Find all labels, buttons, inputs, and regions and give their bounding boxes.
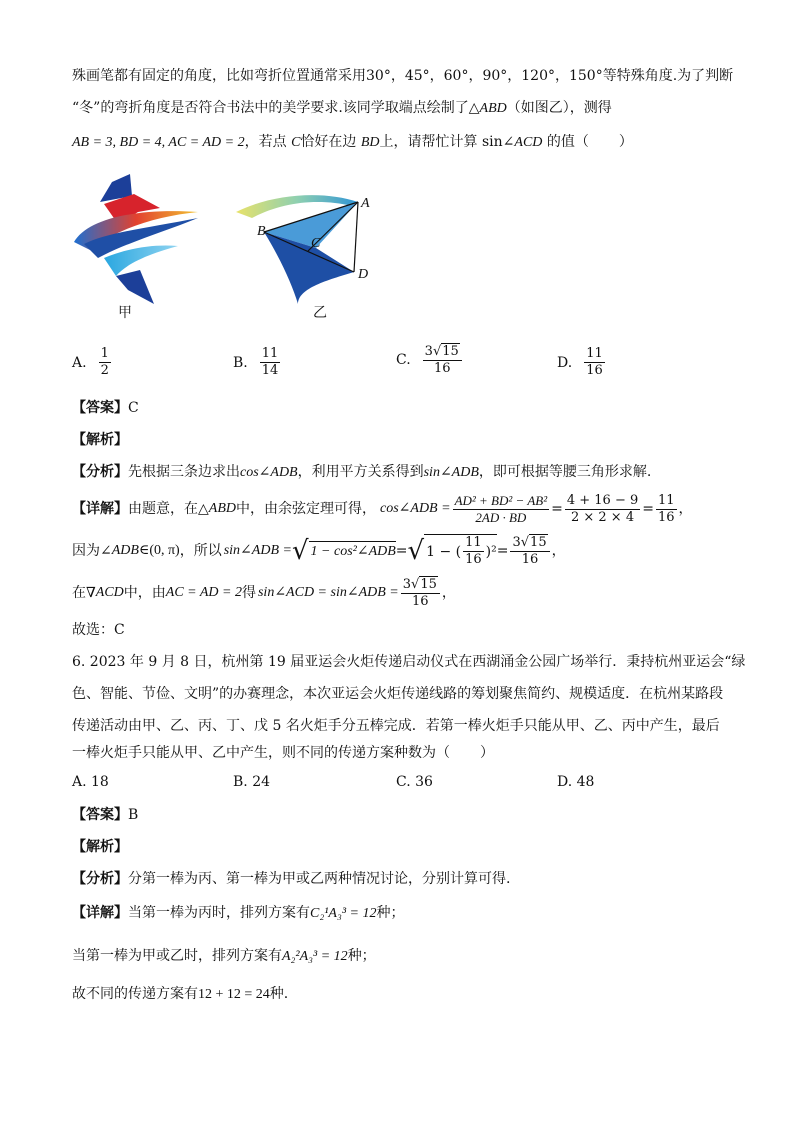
q6-stem-line-3: 传递活动由甲、乙、丙、丁、戊 5 名火炬手分五棒完成．若第一棒火炬手只能从甲、乙、丙中产生，最后 (72, 718, 720, 734)
emblem-bottom-stroke (116, 270, 154, 304)
q5-stem-line-1: 殊画笔都有固定的角度，比如弯折位置通常采用30°，45°，60°，90°，120°，150°等特殊角度.为了判断 (72, 68, 734, 84)
figure-caption-yi: 乙 (313, 305, 327, 321)
emblem-cyan-stroke (104, 246, 178, 277)
q6-option-d[interactable]: D. 48 (557, 774, 595, 790)
q6-detail-line-3: 故不同的传递方案有12 + 12 = 24种. (72, 986, 289, 1002)
figure-caption-jia: 甲 (118, 305, 132, 321)
q6-stem-line-2: 色、智能、节俭、文明”的办赛理念，本次亚运会火炬传递线路的筹划聚焦简约、规模适度．在杭州某路段 (72, 686, 724, 702)
q5-analysis-heading: 【解析】 (72, 432, 128, 448)
q6-detail-line-1: 【详解】当第一棒为丙时，排列方案有C₂¹A₃³ = 12种； (72, 905, 405, 921)
q5-option-a[interactable]: A. $\frac{1}{2}$ (72, 346, 109, 378)
q6-fenxi: 【分析】分第一棒为丙、第一棒为甲或乙两种情况讨论，分别计算可得. (72, 871, 511, 887)
q5-option-c[interactable]: C. $\frac{3√15}{16}$ (396, 343, 464, 377)
q5-answer: 【答案】C (72, 400, 139, 416)
label-point-d: D (358, 267, 369, 282)
q5-detail-line-3: 在∇ ACD 中，由 AC = AD = 2 得 sin∠ACD = sin∠ADB = $\frac{3√15}{16}$ ， (72, 577, 456, 609)
q6-analysis-heading: 【解析】 (72, 839, 128, 855)
q5-detail-line-1: 【详解】 由题意，在△ ABD 中，由余弦定理可得， cos∠ADB = $\frac{\text{AD² + BD² − AB²}}{2AD \cdot BD}$ = $\frac{4 + 16 - 9}{2 \times 2 \times 4}$ = $\frac{11}{16}$ ， (72, 492, 693, 525)
label-point-b: B (257, 224, 266, 239)
q5-fenxi: 【分析】先根据三条边求出cos∠ADB，利用平方关系得到sin∠ADB，即可根据等腰三角形求解. (72, 464, 652, 480)
segment-ad (354, 202, 358, 272)
q6-stem-line-4: 一棒火炬手只能从甲、乙中产生，则不同的传递方案种数为（ ） (72, 745, 494, 761)
label-point-a: A (361, 196, 370, 211)
q6-stem-line-1: 6. 2023 年 9 月 8 日，杭州第 19 届亚运会火炬传递启动仪式在西湖涌金公园广场举行．秉持杭州亚运会“绿 (72, 654, 746, 670)
q5-conclusion: 故选：C (72, 622, 125, 638)
given-lengths: AB = 3, BD = 4, AC = AD = 2 (72, 135, 245, 150)
q6-answer: 【答案】B (72, 807, 139, 823)
q5-stem-line-2: “冬”的弯折角度是否符合书法中的美学要求.该同学取端点绘制了△ABD（如图乙），测得 (72, 100, 612, 116)
q6-option-a[interactable]: A. 18 (72, 774, 109, 790)
q5-option-d[interactable]: D. $\frac{11}{16}$ (557, 346, 603, 378)
q6-detail-line-2: 当第一棒为甲或乙时，排列方案有A₂²A₃³ = 12种； (72, 948, 376, 964)
q5-stem-line-3: AB = 3, BD = 4, AC = AD = 2，若点 C恰好在边 BD上，请帮忙计算 sin∠ACD 的值（ ） (72, 134, 633, 150)
q6-option-c[interactable]: C. 36 (396, 774, 433, 790)
q5-detail-line-2: 因为∠ ADB ∈(0, π) ，所以 sin∠ADB = √ 1 − cos²∠ADB = √ 1 − ( $\frac{11}{16}$ )² = $\frac{3√15}{16}$ ， (72, 535, 566, 567)
label-point-c: C (311, 236, 321, 251)
figure-jia-winter-emblem (68, 172, 208, 307)
q5-option-b[interactable]: B. $\frac{11}{14}$ (233, 346, 279, 378)
q6-option-b[interactable]: B. 24 (233, 774, 271, 790)
